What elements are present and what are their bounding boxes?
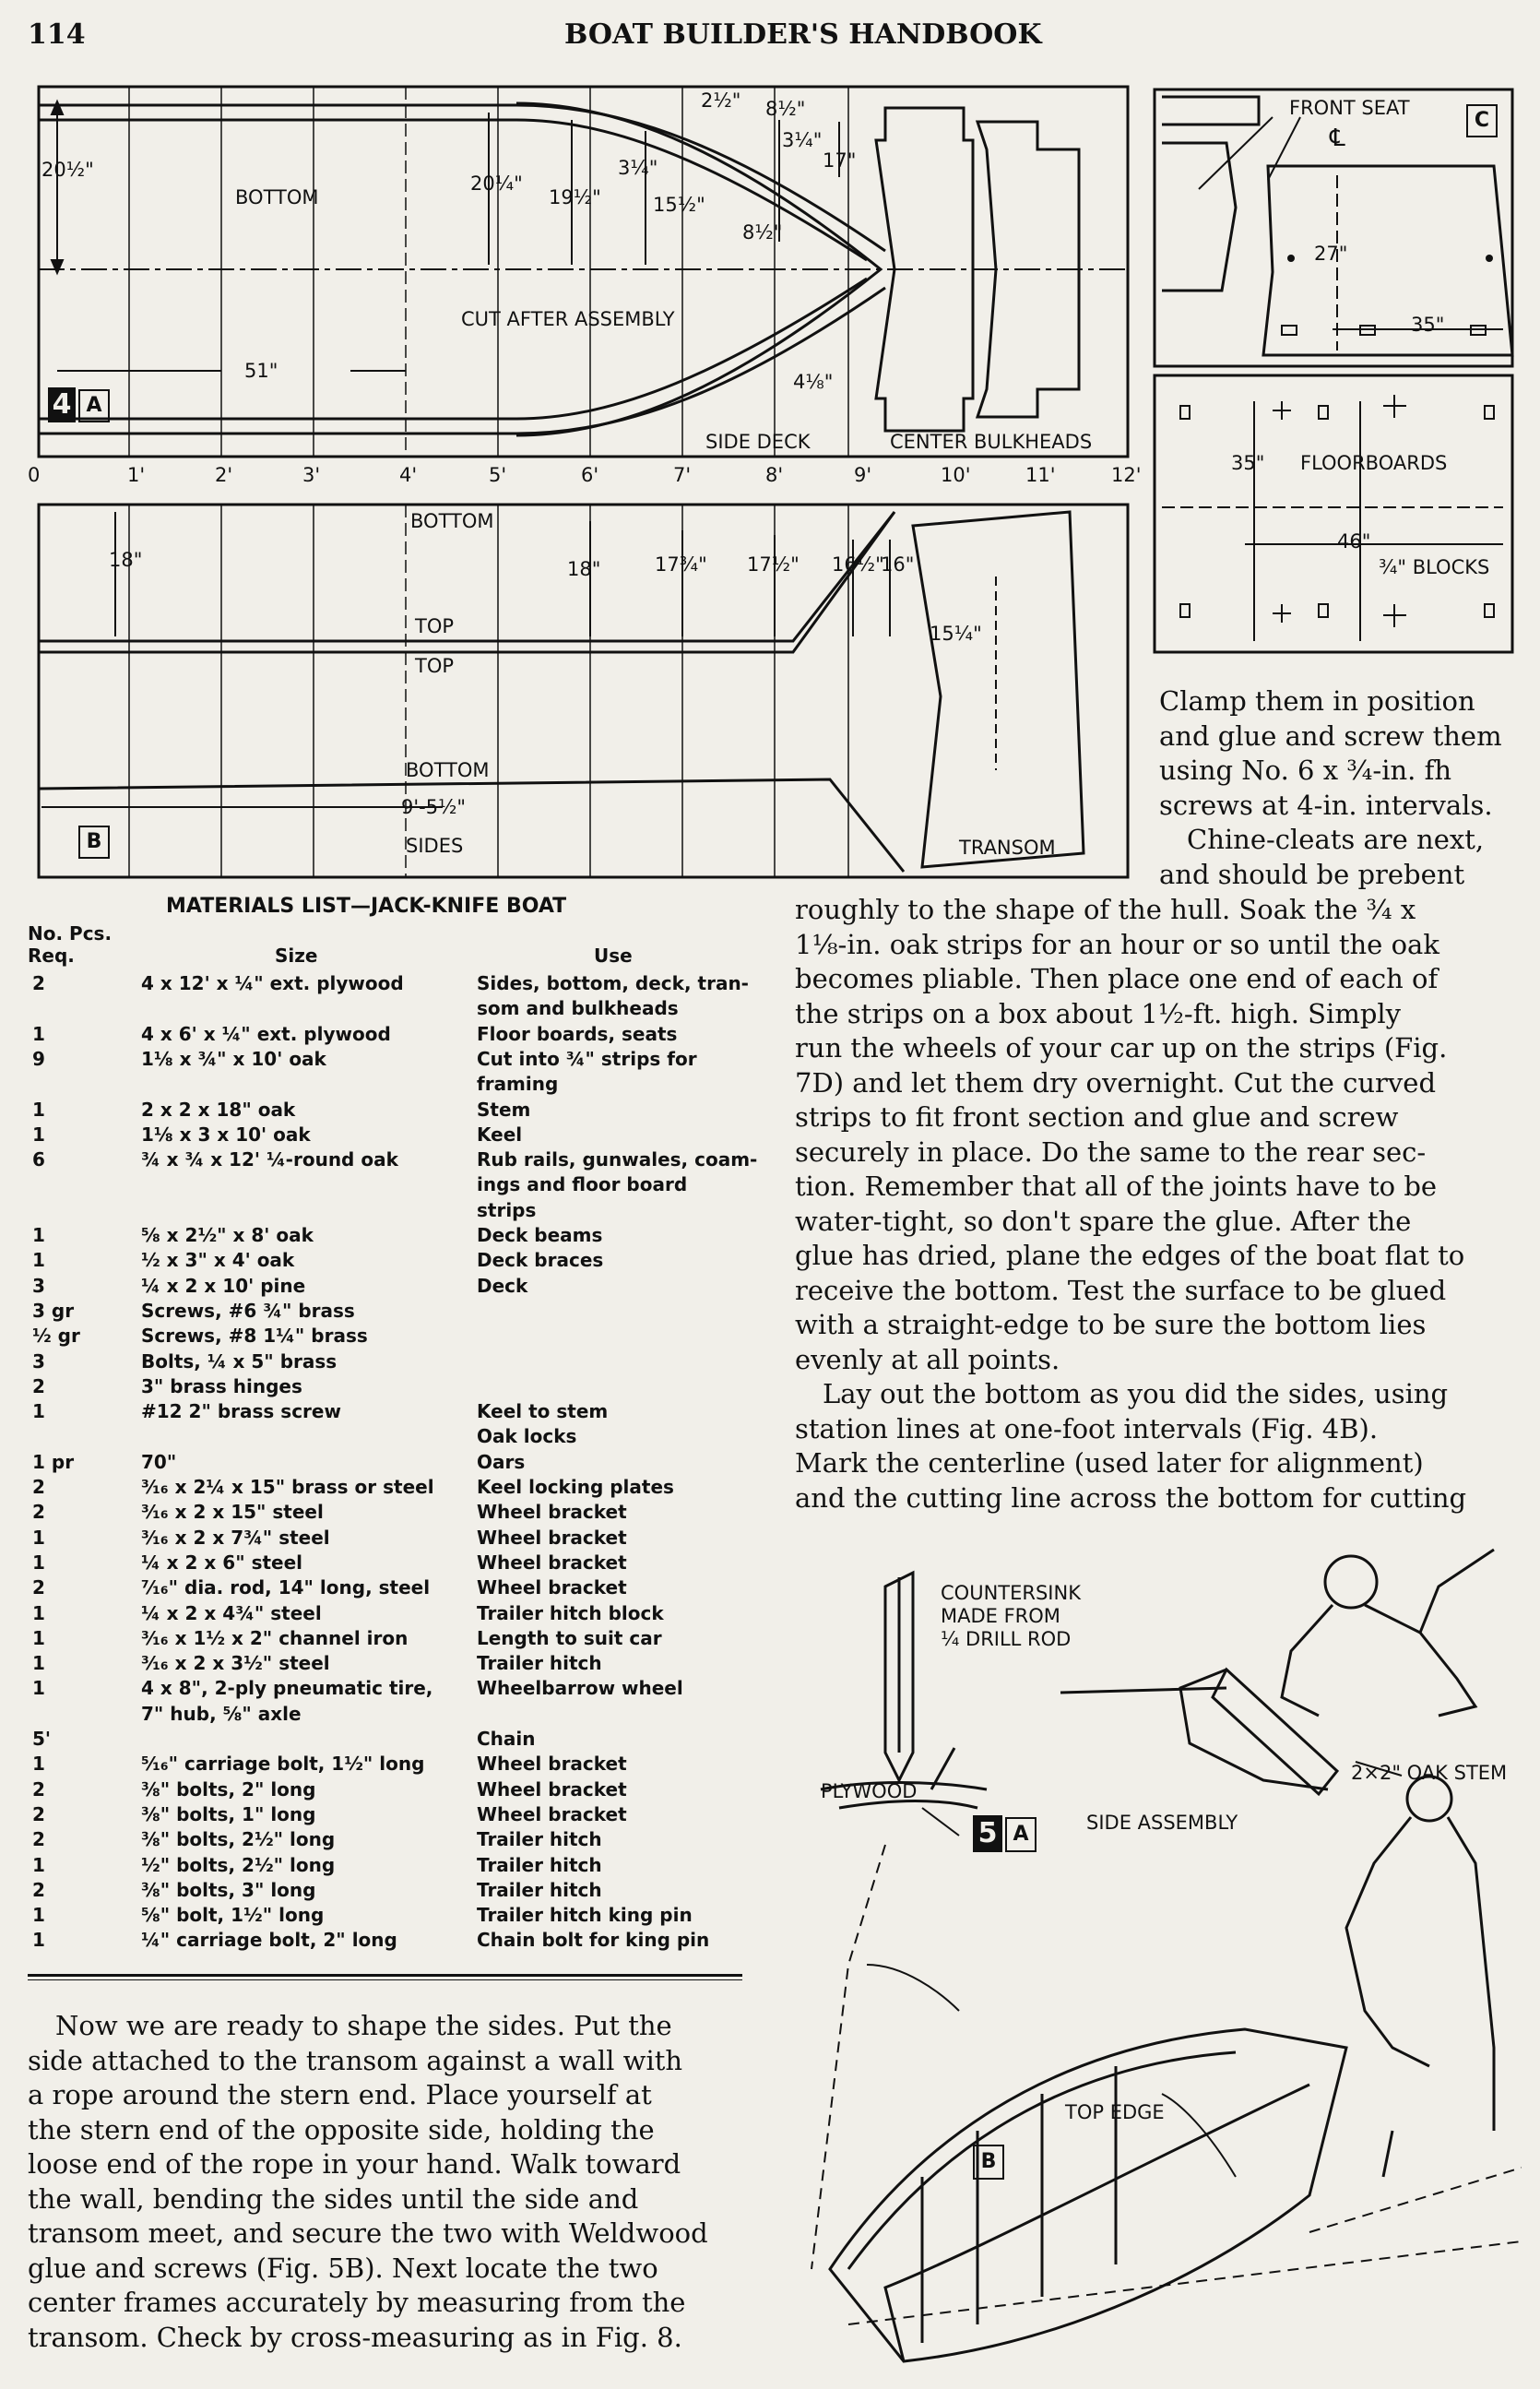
fig4c-dim-35-seat: 35" bbox=[1411, 314, 1445, 336]
materials-row bbox=[32, 1224, 761, 1249]
text-line: and should be prebent bbox=[1159, 858, 1465, 890]
fig4b-length-dim: 9'-5½" bbox=[401, 796, 467, 818]
materials-size: Screws, #6 ¾" brass bbox=[141, 1299, 355, 1322]
materials-row bbox=[32, 1325, 761, 1349]
fig4a-dim-20-1-4: 20¼" bbox=[470, 172, 523, 195]
fig5-countersink-line2: MADE FROM bbox=[941, 1605, 1060, 1627]
materials-size: 1⅛ x ¾" x 10' oak bbox=[141, 1047, 326, 1070]
fig4a-dim-3-1-4b: 3¼" bbox=[782, 129, 823, 151]
materials-use: Trailer hitch bbox=[477, 1853, 602, 1876]
text-line: and the cutting line across the bottom for cutting bbox=[795, 1481, 1467, 1514]
materials-size: ⅜" bolts, 2" long bbox=[141, 1777, 316, 1801]
materials-row bbox=[32, 1576, 761, 1601]
materials-qty: 2 bbox=[32, 1374, 45, 1397]
materials-qty: 1 bbox=[32, 1853, 45, 1876]
materials-size: ³⁄₁₆ x 1½ x 2" channel iron bbox=[141, 1626, 409, 1649]
materials-row bbox=[32, 1778, 761, 1803]
fig4a-dim-51: 51" bbox=[244, 360, 278, 382]
materials-size: Bolts, ¼ x 5" brass bbox=[141, 1349, 338, 1373]
text-line: 7D) and let them dry overnight. Cut the curved bbox=[795, 1066, 1437, 1099]
text-line: station lines at one-foot intervals (Fig. 4B). bbox=[795, 1412, 1379, 1444]
materials-size: ¼ x 2 x 6" steel bbox=[141, 1551, 303, 1574]
materials-use: Trailer hitch bbox=[477, 1652, 602, 1675]
section-divider bbox=[28, 1974, 742, 1980]
text-line: Lay out the bottom as you did the sides, using bbox=[823, 1378, 1449, 1409]
figure-5 bbox=[793, 1531, 1522, 2380]
fig4a-dim-2-1-2: 2½" bbox=[701, 89, 741, 112]
fig4b-dim-16-1-2: 16½" bbox=[832, 553, 884, 576]
text-line: water-tight, so don't spare the glue. After the bbox=[795, 1205, 1412, 1237]
left-column-bottom-text bbox=[28, 2009, 742, 2355]
materials-row bbox=[32, 1904, 761, 1929]
fig4a-dim-8-1-2a: 8½" bbox=[765, 98, 806, 120]
materials-size: ¾ x ¾ x 12' ¼-round oak bbox=[141, 1148, 398, 1171]
materials-use: Trailer hitch bbox=[477, 1828, 602, 1851]
materials-row bbox=[32, 1249, 761, 1274]
materials-row bbox=[32, 1148, 761, 1173]
materials-size: 7" hub, ⅝" axle bbox=[141, 1702, 302, 1725]
text-line: Mark the centerline (used later for alignment) bbox=[795, 1447, 1424, 1479]
materials-use: framing bbox=[477, 1073, 559, 1096]
fig5-countersink-line1: COUNTERSINK bbox=[941, 1582, 1081, 1604]
materials-use: Wheel bracket bbox=[477, 1576, 627, 1599]
materials-size: ⅜" bolts, 3" long bbox=[141, 1878, 316, 1901]
running-title: BOAT BUILDER'S HANDBOOK bbox=[564, 18, 1042, 51]
materials-qty: 1 bbox=[32, 1022, 45, 1045]
fig4b-top-label-2: TOP bbox=[415, 655, 455, 677]
scale-tick-5: 5' bbox=[489, 464, 507, 486]
text-line: the strips on a box about 1½-ft. high. Simply bbox=[795, 997, 1402, 1029]
materials-qty: 1 bbox=[32, 1400, 45, 1423]
materials-size: ¼ x 2 x 4¾" steel bbox=[141, 1601, 322, 1624]
fig4a-dim-8-1-2b: 8½" bbox=[742, 221, 783, 244]
materials-row bbox=[32, 1879, 761, 1904]
materials-size: ½" bolts, 2½" long bbox=[141, 1853, 336, 1876]
materials-row bbox=[32, 1627, 761, 1652]
fig4b-sides-label: SIDES bbox=[406, 835, 464, 857]
materials-qty: 9 bbox=[32, 1047, 45, 1070]
scale-tick-0: 0 bbox=[28, 464, 41, 486]
materials-row bbox=[32, 1854, 761, 1879]
materials-qty: 2 bbox=[32, 972, 45, 994]
materials-row bbox=[32, 1023, 761, 1048]
fig5-number: 5 bbox=[973, 1815, 1002, 1852]
materials-use: Cut into ¾" strips for bbox=[477, 1047, 697, 1070]
text-line: the wall, bending the sides until the side and bbox=[28, 2182, 639, 2215]
materials-row bbox=[32, 1199, 761, 1224]
scale-tick-6: 6' bbox=[581, 464, 599, 486]
materials-size: ⁵⁄₁₆" carriage bolt, 1½" long bbox=[141, 1753, 425, 1776]
materials-row bbox=[32, 997, 761, 1022]
materials-use: Rub rails, gunwales, coam- bbox=[477, 1148, 758, 1171]
fig4c-letter: C bbox=[1466, 104, 1498, 137]
scale-tick-1: 1' bbox=[127, 464, 146, 486]
materials-use: Deck braces bbox=[477, 1249, 604, 1272]
materials-size: 3" brass hinges bbox=[141, 1374, 302, 1397]
materials-use: Stem bbox=[477, 1098, 531, 1121]
materials-size: ⁷⁄₁₆" dia. rod, 14" long, steel bbox=[141, 1576, 431, 1599]
fig4c-dim-46: 46" bbox=[1337, 530, 1371, 553]
fig5b-top-edge-label: TOP EDGE bbox=[1065, 2101, 1165, 2123]
fig4b-dim-16: 16" bbox=[881, 553, 915, 576]
materials-use: Keel to stem bbox=[477, 1400, 609, 1423]
materials-row bbox=[32, 1123, 761, 1148]
materials-use: Wheelbarrow wheel bbox=[477, 1677, 683, 1700]
materials-row bbox=[32, 1728, 761, 1753]
materials-size: ⅜" bolts, 2½" long bbox=[141, 1828, 336, 1851]
materials-size: 4 x 6' x ¼" ext. plywood bbox=[141, 1022, 391, 1045]
fig5-oak-stem-label: 2×2" OAK STEM bbox=[1351, 1762, 1508, 1784]
materials-size: 70" bbox=[141, 1450, 177, 1473]
fig4c-dim-27: 27" bbox=[1314, 243, 1348, 265]
materials-size: ⅝ x 2½" x 8' oak bbox=[141, 1224, 314, 1246]
text-line: securely in place. Do the same to the rear sec- bbox=[795, 1135, 1427, 1168]
materials-qty: 1 bbox=[32, 1904, 45, 1927]
materials-row bbox=[32, 1803, 761, 1828]
figure-4c bbox=[1153, 88, 1514, 661]
fig4c-blocks-label: ¾" BLOCKS bbox=[1379, 556, 1490, 578]
text-line: with a straight-edge to be sure the bottom lies bbox=[795, 1309, 1427, 1340]
materials-table bbox=[32, 972, 761, 1968]
materials-size: 2 x 2 x 18" oak bbox=[141, 1098, 296, 1121]
fig4c-dim-35-floor: 35" bbox=[1231, 452, 1265, 474]
materials-use: Length to suit car bbox=[477, 1626, 662, 1649]
fig4b-dim-18a: 18" bbox=[109, 549, 143, 571]
materials-row bbox=[32, 1828, 761, 1853]
materials-qty: 2 bbox=[32, 1802, 45, 1825]
materials-row bbox=[32, 1275, 761, 1300]
materials-head-no: No. Pcs. bbox=[28, 922, 113, 945]
materials-row bbox=[32, 1451, 761, 1476]
materials-use: Trailer hitch king pin bbox=[477, 1904, 693, 1927]
text-line: glue and screws (Fig. 5B). Next locate the two bbox=[28, 2252, 658, 2284]
fig4a-cut-label: CUT AFTER ASSEMBLY bbox=[461, 308, 675, 330]
scale-tick-11: 11' bbox=[1025, 464, 1056, 486]
fig4a-dim-15-1-2: 15½" bbox=[653, 194, 705, 216]
materials-use: Trailer hitch block bbox=[477, 1601, 664, 1624]
materials-use: Floor boards, seats bbox=[477, 1022, 678, 1045]
materials-use: Keel bbox=[477, 1123, 523, 1146]
fig4a-center-bulkheads-label: CENTER BULKHEADS bbox=[890, 431, 1093, 453]
figure-4a-drawing bbox=[37, 85, 1130, 458]
materials-list-title: MATERIALS LIST—JACK-KNIFE BOAT bbox=[166, 895, 567, 918]
materials-use: Oak locks bbox=[477, 1425, 577, 1448]
materials-qty: 1 bbox=[32, 1551, 45, 1574]
text-line: using No. 6 x ¾-in. fh bbox=[1159, 755, 1452, 786]
fig4b-top-label-1: TOP bbox=[415, 615, 455, 637]
materials-size: ³⁄₁₆ x 2 x 7¾" steel bbox=[141, 1526, 330, 1549]
fig5a-letter: A bbox=[1005, 1817, 1037, 1852]
materials-qty: 2 bbox=[32, 1501, 45, 1524]
materials-size: ³⁄₁₆ x 2 x 3½" steel bbox=[141, 1652, 330, 1675]
materials-qty: 1 bbox=[32, 1677, 45, 1700]
fig4a-bottom-label: BOTTOM bbox=[235, 186, 319, 208]
materials-row bbox=[32, 1652, 761, 1677]
text-line: tion. Remember that all of the joints have to be bbox=[795, 1171, 1438, 1202]
fig4a-number: 4 bbox=[48, 387, 76, 422]
materials-qty: 2 bbox=[32, 1476, 45, 1498]
materials-qty: 1 bbox=[32, 1526, 45, 1549]
materials-qty: 1 bbox=[32, 1098, 45, 1121]
materials-qty: 1 bbox=[32, 1753, 45, 1776]
fig4b-dim-18b: 18" bbox=[567, 558, 601, 580]
materials-qty: 1 bbox=[32, 1652, 45, 1675]
fig4b-dim-15-1-4: 15¼" bbox=[930, 623, 982, 645]
fig5a-side-assembly-label: SIDE ASSEMBLY bbox=[1086, 1812, 1238, 1834]
figure-4a bbox=[37, 85, 1130, 458]
materials-qty: 3 gr bbox=[32, 1299, 75, 1322]
materials-row bbox=[32, 1677, 761, 1702]
text-line: transom meet, and secure the two with Weldwood bbox=[28, 2217, 708, 2249]
materials-use: Oars bbox=[477, 1450, 526, 1473]
fig4c-centerline-mark: ℄ bbox=[1330, 125, 1345, 152]
materials-row bbox=[32, 1753, 761, 1777]
materials-qty: 1 bbox=[32, 1929, 45, 1952]
scale-tick-7: 7' bbox=[673, 464, 692, 486]
materials-row bbox=[32, 1350, 761, 1375]
text-line: receive the bottom. Test the surface to be glued bbox=[795, 1274, 1447, 1306]
materials-qty: 2 bbox=[32, 1777, 45, 1801]
scale-tick-2: 2' bbox=[215, 464, 233, 486]
materials-qty: 1 bbox=[32, 1224, 45, 1246]
materials-qty: 5' bbox=[32, 1728, 52, 1750]
text-line: Chine-cleats are next, bbox=[1187, 824, 1485, 855]
text-line: the stern end of the opposite side, holding the bbox=[28, 2113, 655, 2145]
materials-qty: 2 bbox=[32, 1878, 45, 1901]
fig4b-bottom-bottom-label: BOTTOM bbox=[406, 759, 490, 781]
fig4a-dim-19-1-2: 19½" bbox=[549, 186, 601, 208]
materials-size: ³⁄₁₆ x 2 x 15" steel bbox=[141, 1501, 324, 1524]
fig4a-letter: A bbox=[78, 389, 110, 422]
materials-qty: 1 pr bbox=[32, 1450, 75, 1473]
fig4a-dim-3-1-4a: 3¼" bbox=[618, 157, 658, 179]
materials-size: 4 x 12' x ¼" ext. plywood bbox=[141, 972, 404, 994]
text-line: becomes pliable. Then place one end of each of bbox=[795, 963, 1439, 994]
materials-use: Wheel bracket bbox=[477, 1551, 627, 1574]
text-line: screws at 4-in. intervals. bbox=[1159, 789, 1493, 821]
materials-use: Wheel bracket bbox=[477, 1777, 627, 1801]
text-line: center frames accurately by measuring from the bbox=[28, 2287, 686, 2318]
materials-use: Keel locking plates bbox=[477, 1476, 674, 1498]
materials-qty: 2 bbox=[32, 1828, 45, 1851]
text-line: glue has dried, plane the edges of the boat flat to bbox=[795, 1240, 1465, 1271]
materials-qty: 1 bbox=[32, 1601, 45, 1624]
materials-qty: 3 bbox=[32, 1349, 45, 1373]
materials-use: Chain bbox=[477, 1728, 536, 1750]
materials-qty: 6 bbox=[32, 1148, 45, 1171]
materials-head-req: Req. bbox=[28, 945, 75, 967]
materials-size: Screws, #8 1¼" brass bbox=[141, 1325, 368, 1348]
foot-scale bbox=[28, 464, 1153, 492]
materials-qty: 3 bbox=[32, 1274, 45, 1297]
materials-row bbox=[32, 1501, 761, 1526]
materials-row bbox=[32, 1400, 761, 1425]
text-line: run the wheels of your car up on the strips (Fig. bbox=[795, 1032, 1448, 1064]
materials-use: Deck bbox=[477, 1274, 528, 1297]
right-column-main-text bbox=[795, 893, 1514, 1515]
materials-head-use: Use bbox=[594, 945, 633, 967]
fig4a-dim-20-1-2: 20½" bbox=[41, 159, 94, 181]
scale-tick-4: 4' bbox=[399, 464, 418, 486]
materials-size: ³⁄₁₆ x 2¼ x 15" brass or steel bbox=[141, 1476, 434, 1498]
text-line: evenly at all points. bbox=[795, 1343, 1060, 1375]
page-number: 114 bbox=[28, 18, 86, 51]
materials-use: Trailer hitch bbox=[477, 1878, 602, 1901]
materials-use: som and bulkheads bbox=[477, 997, 679, 1020]
materials-qty: 2 bbox=[32, 1576, 45, 1599]
materials-size: #12 2" brass screw bbox=[141, 1400, 341, 1423]
materials-size: ¼" carriage bolt, 2" long bbox=[141, 1929, 397, 1952]
fig5b-letter: B bbox=[973, 2145, 1004, 2180]
text-line: strips to fit front section and glue and screw bbox=[795, 1101, 1399, 1133]
materials-qty: 1 bbox=[32, 1626, 45, 1649]
materials-size: ½ x 3" x 4' oak bbox=[141, 1249, 295, 1272]
materials-row bbox=[32, 1173, 761, 1198]
materials-use: ings and floor board bbox=[477, 1173, 688, 1196]
materials-use: Wheel bracket bbox=[477, 1526, 627, 1549]
fig4a-dim-17: 17" bbox=[823, 149, 857, 172]
scale-tick-12: 12' bbox=[1111, 464, 1142, 486]
materials-row bbox=[32, 972, 761, 997]
materials-qty: 1 bbox=[32, 1249, 45, 1272]
text-line: roughly to the shape of the hull. Soak the ¾ x bbox=[795, 894, 1416, 925]
text-line: transom. Check by cross-measuring as in Fig. 8. bbox=[28, 2321, 682, 2353]
materials-row bbox=[32, 1300, 761, 1325]
fig4b-dim-17-1-2: 17½" bbox=[747, 553, 800, 576]
materials-use: Sides, bottom, deck, tran- bbox=[477, 972, 749, 994]
fig4b-letter: B bbox=[78, 826, 110, 859]
text-line: and glue and screw them bbox=[1159, 719, 1502, 752]
materials-head-size: Size bbox=[275, 945, 318, 967]
scale-tick-8: 8' bbox=[765, 464, 784, 486]
materials-use: Deck beams bbox=[477, 1224, 603, 1246]
text-line: Clamp them in position bbox=[1159, 685, 1475, 717]
materials-use: Chain bolt for king pin bbox=[477, 1929, 710, 1952]
text-line: a rope around the stern end. Place yourself at bbox=[28, 2079, 652, 2110]
figure-4b bbox=[37, 503, 1130, 879]
fig4a-dim-4-1-8: 4⅛" bbox=[793, 371, 834, 393]
fig4b-transom-label: TRANSOM bbox=[959, 837, 1056, 859]
materials-use: Wheel bracket bbox=[477, 1802, 627, 1825]
figure-5-drawing bbox=[793, 1531, 1522, 2380]
materials-row bbox=[32, 1929, 761, 1954]
materials-row bbox=[32, 1375, 761, 1400]
materials-size: ⅝" bolt, 1½" long bbox=[141, 1904, 325, 1927]
text-line: side attached to the transom against a wall with bbox=[28, 2044, 683, 2076]
materials-size: ¼ x 2 x 10' pine bbox=[141, 1274, 306, 1297]
materials-row bbox=[32, 1551, 761, 1576]
fig5-countersink-line3: ¼ DRILL ROD bbox=[941, 1628, 1072, 1650]
materials-row bbox=[32, 1476, 761, 1501]
right-column-top-text bbox=[1159, 684, 1514, 892]
materials-size: 4 x 8", 2-ply pneumatic tire, bbox=[141, 1677, 433, 1700]
fig4b-dim-17-3-4: 17¾" bbox=[655, 553, 707, 576]
fig4b-bottom-top-label: BOTTOM bbox=[410, 510, 494, 532]
materials-row bbox=[32, 1048, 761, 1073]
fig5-plywood-label: PLYWOOD bbox=[821, 1780, 918, 1802]
scale-tick-10: 10' bbox=[941, 464, 971, 486]
materials-use: Wheel bracket bbox=[477, 1501, 627, 1524]
materials-size: ⅜" bolts, 1" long bbox=[141, 1802, 316, 1825]
materials-row bbox=[32, 1703, 761, 1728]
materials-row bbox=[32, 1073, 761, 1098]
materials-row bbox=[32, 1602, 761, 1627]
text-line: loose end of the rope in your hand. Walk toward bbox=[28, 2148, 681, 2180]
text-line: 1⅛-in. oak strips for an hour or so until the oak bbox=[795, 928, 1439, 960]
materials-use: strips bbox=[477, 1198, 537, 1221]
materials-row bbox=[32, 1527, 761, 1551]
scale-tick-3: 3' bbox=[302, 464, 321, 486]
scale-tick-9: 9' bbox=[854, 464, 872, 486]
materials-qty: 1 bbox=[32, 1123, 45, 1146]
materials-row bbox=[32, 1099, 761, 1123]
materials-size: 1⅛ x 3 x 10' oak bbox=[141, 1123, 311, 1146]
fig4a-side-deck-label: SIDE DECK bbox=[705, 431, 811, 453]
materials-qty: ½ gr bbox=[32, 1325, 80, 1348]
text-line: Now we are ready to shape the sides. Put the bbox=[55, 2010, 672, 2041]
fig4c-floorboards-label: FLOORBOARDS bbox=[1300, 452, 1448, 474]
materials-use: Wheel bracket bbox=[477, 1753, 627, 1776]
fig4c-front-seat-label: FRONT SEAT bbox=[1289, 97, 1410, 119]
materials-row bbox=[32, 1425, 761, 1450]
